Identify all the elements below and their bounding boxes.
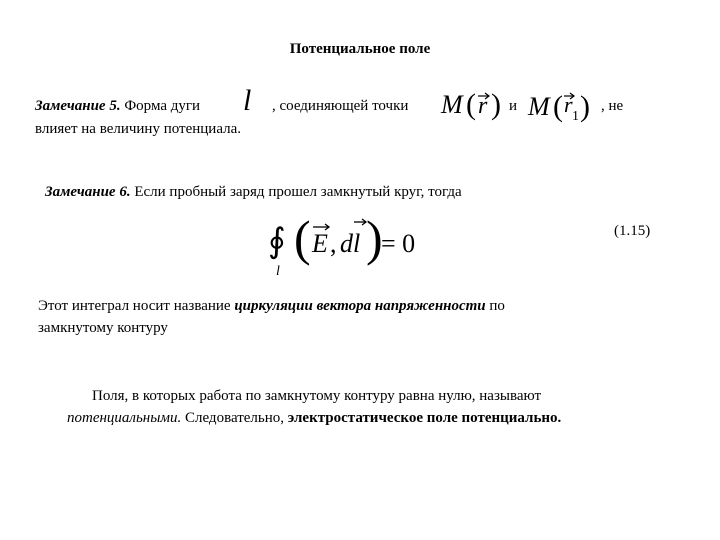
vector-dl: dl xyxy=(340,229,361,258)
page-title: Потенциальное поле xyxy=(289,41,431,57)
svg-text:M: M xyxy=(528,92,550,121)
remark6-line xyxy=(45,183,462,201)
conclusion-line2 xyxy=(67,409,561,427)
point-m-r-formula xyxy=(440,88,506,122)
equation-formula xyxy=(268,208,418,280)
remark5-label: Замечание 5. xyxy=(35,98,121,114)
remark6-text: Если пробный заряд прошел замкнутый круг, тогда xyxy=(134,184,462,200)
svg-text:(: ( xyxy=(466,88,476,121)
svg-text:): ) xyxy=(491,88,501,121)
equation-number: (1.15) xyxy=(614,223,651,239)
remark5-line2: влияет на величину потенциала. xyxy=(35,121,242,137)
circulation-equation xyxy=(268,208,418,280)
remark6-label: Замечание 6. xyxy=(45,184,131,200)
left-paren: ( xyxy=(294,210,311,266)
point-m-r xyxy=(440,88,506,122)
arc-symbol: l xyxy=(243,84,252,117)
remark5-line1 xyxy=(35,97,200,115)
integral-lower-limit: l xyxy=(276,264,280,279)
point-m-r1 xyxy=(527,90,593,124)
conclusion-bold: электростатическое поле потенциально. xyxy=(287,410,562,426)
conclusion-line1: Поля, в которых работа по замкнутому контуру равна нулю, называют xyxy=(92,388,542,404)
circulation-line1 xyxy=(38,297,505,315)
svg-text:(: ( xyxy=(553,90,563,123)
circulation-term: циркуляции вектора напряженности xyxy=(234,298,486,314)
circulation-text-before: Этот интеграл носит название xyxy=(38,298,231,314)
vector-e: E xyxy=(312,229,328,258)
svg-text:r: r xyxy=(564,92,573,117)
remark5-text-before: Форма дуги xyxy=(124,98,201,114)
svg-text:,: , xyxy=(330,229,337,258)
point-m-r1-formula xyxy=(527,90,593,124)
circulation-text-after: по xyxy=(489,298,505,314)
svg-text:): ) xyxy=(580,90,590,123)
conclusion-term: потенциальными. xyxy=(67,410,182,426)
equals-zero: = 0 xyxy=(381,229,416,258)
circulation-line2: замкнутому контуру xyxy=(38,320,168,336)
svg-text:M: M xyxy=(441,90,463,119)
contour-integral-sign: ∮ xyxy=(268,221,286,261)
right-paren: ) xyxy=(366,210,383,266)
svg-text:r: r xyxy=(478,93,488,119)
remark5-text-end: , не xyxy=(601,98,624,114)
remark5-text-middle: , соединяющей точки xyxy=(272,98,409,114)
svg-text:1: 1 xyxy=(572,109,579,124)
conclusion-mid: Следовательно, xyxy=(184,410,285,426)
remark5-conj: и xyxy=(509,98,518,114)
